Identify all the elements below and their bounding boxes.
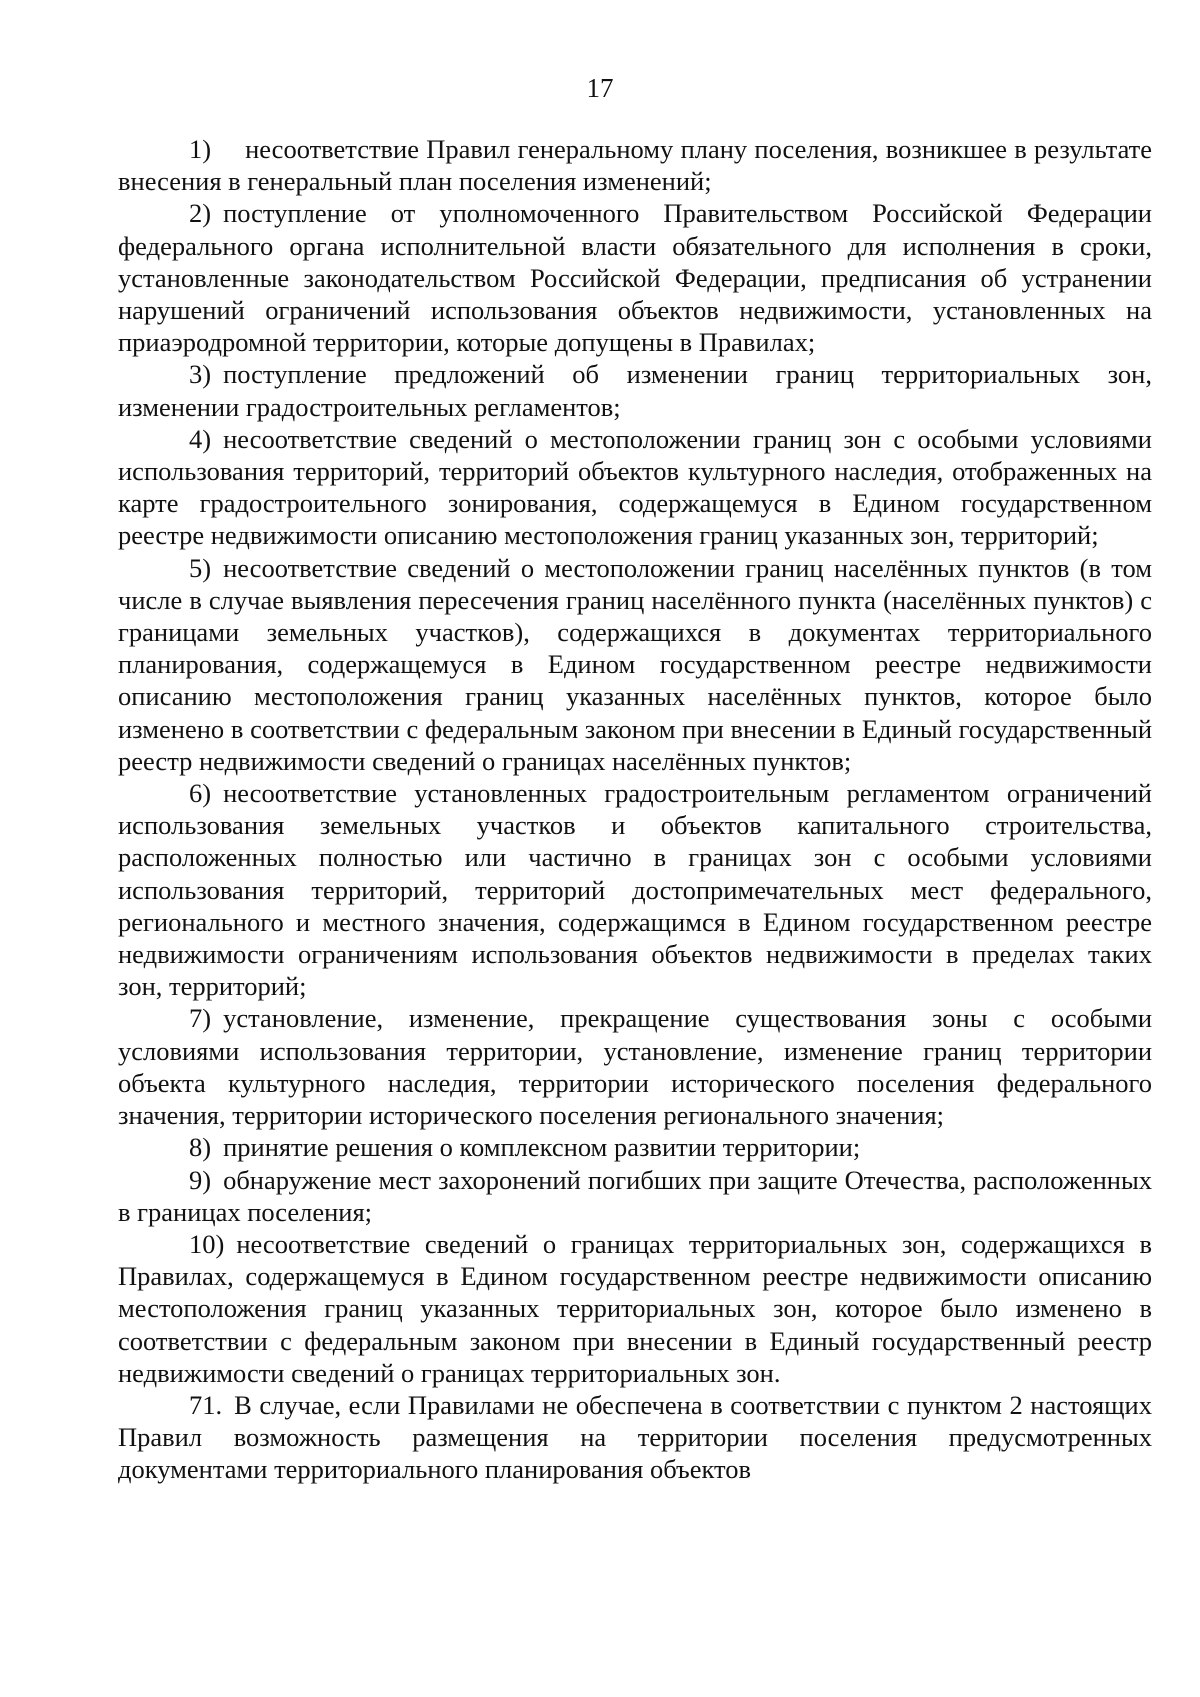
item-number: 1) bbox=[189, 134, 212, 164]
item-text: установление, изменение, прекращение существования зоны с особыми условиями использования территории, установление, изменение границ территории объекта культурного наследия, территории исторического поселения федерального значения, территории исторического поселения регионального значения; bbox=[118, 1003, 1152, 1131]
list-item bbox=[118, 358, 1152, 422]
clause-number: 71. bbox=[189, 1389, 223, 1420]
list-item bbox=[118, 1131, 1152, 1163]
list-item bbox=[118, 423, 1152, 552]
item-text: обнаружение мест захоронений погибших при защите Отечества, расположенных в границах поселения; bbox=[118, 1164, 1152, 1227]
item-text: несоответствие сведений о местоположении границ зон с особыми условиями использования территорий, территорий объектов культурного наследия, отображенных на карте градостроительного зонирования, содержащемуся в Едином государственном реестре недвижимости описанию местоположения границ указанных зон, территорий; bbox=[118, 423, 1152, 551]
item-text: несоответствие установленных градостроительным регламентом ограничений использования земельных участков и объектов капитального строительства, расположенных полностью или частично в границах зон с особыми условиями использования территорий, территорий достопримечательных мест федерального, регионального и местного значения, содержащимся в Едином государственном реестре недвижимости ограничениям использования объектов недвижимости в пределах таких зон, территорий; bbox=[118, 778, 1152, 1002]
item-text: принятие решения о комплексном развитии территории; bbox=[223, 1132, 861, 1163]
document-body bbox=[118, 133, 1152, 1486]
item-number: 10) bbox=[189, 1228, 225, 1259]
clause-text: В случае, если Правилами не обеспечена в соответствии с пунктом 2 настоящих Правил возможность размещения на территории поселения предусмотренных документами территориального планирования объектов bbox=[118, 1389, 1152, 1485]
item-number: 8) bbox=[189, 1132, 212, 1163]
list-item bbox=[118, 1002, 1152, 1131]
list-item bbox=[118, 777, 1152, 1002]
list-item bbox=[118, 197, 1152, 358]
item-number: 2) bbox=[189, 198, 212, 229]
item-text: несоответствие сведений о границах территориальных зон, содержащихся в Правилах, содержащемуся в Едином государственном реестре недвижимости описанию местоположения границ указанных территориальных зон, которое было изменено в соответствии с федеральным законом при внесении в Единый государственный реестр недвижимости сведений о границах территориальных зон. bbox=[118, 1228, 1152, 1388]
item-number: 6) bbox=[189, 778, 212, 809]
item-text: поступление предложений об изменении границ территориальных зон, изменении градостроительных регламентов; bbox=[118, 359, 1152, 422]
item-text: поступление от уполномоченного Правительством Российской Федерации федерального органа исполнительной власти обязательного для исполнения в сроки, установленные законодательством Российской Федерации, предписания об устранении нарушений ограничений использования объектов недвижимости, установленных на приаэродромной территории, которые допущены в Правилах; bbox=[118, 198, 1152, 358]
clause-paragraph bbox=[118, 1389, 1152, 1486]
item-number: 3) bbox=[189, 359, 212, 390]
list-item bbox=[118, 133, 1152, 197]
list-item bbox=[118, 1164, 1152, 1228]
item-text: несоответствие Правил генеральному плану поселения, возникшее в результате внесения в генеральный план поселения изменений; bbox=[118, 134, 1152, 197]
page-number: 17 bbox=[586, 73, 614, 103]
list-item bbox=[118, 1228, 1152, 1389]
item-number: 7) bbox=[189, 1003, 212, 1034]
list-item bbox=[118, 552, 1152, 777]
item-number: 9) bbox=[189, 1164, 212, 1195]
item-text: несоответствие сведений о местоположении границ населённых пунктов (в том числе в случае выявления пересечения границ населённого пункта (населённых пунктов) с границами земельных участков), содержащихся в документах территориального планирования, содержащемуся в Едином государственном реестре недвижимости описанию местоположения границ указанных населённых пунктов, которое было изменено в соответствии с федеральным законом при внесении в Единый государственный реестр недвижимости сведений о границах населённых пунктов; bbox=[118, 552, 1152, 776]
item-number: 4) bbox=[189, 423, 212, 454]
item-number: 5) bbox=[189, 552, 212, 583]
